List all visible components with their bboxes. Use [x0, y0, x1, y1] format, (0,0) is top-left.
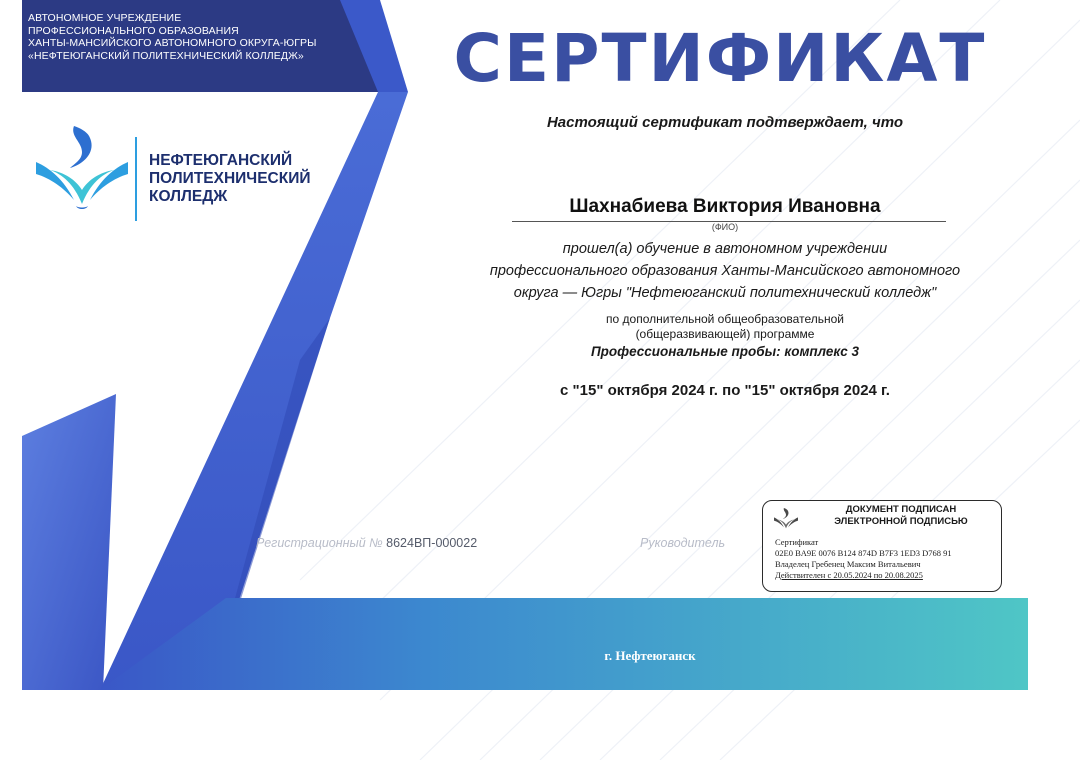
training-statement	[430, 238, 1020, 304]
statement-line: округа — Югры "Нефтеюганский политехнический колледж"	[513, 285, 937, 301]
stamp-validity: Действителен с 20.05.2024 по 20.08.2025	[775, 570, 923, 580]
stamp-owner: Владелец Гребенец Максим Витальевич	[775, 559, 921, 569]
program-intro-line: (общеразвивающей) программе	[635, 327, 815, 341]
stamp-title	[803, 504, 999, 528]
registration-label: Регистрационный №	[256, 536, 383, 550]
stamp-certificate-serial: 02E0 BA9E 0076 B124 874D B7F3 1ED3 D768 91	[775, 548, 952, 558]
institution-header	[28, 12, 368, 62]
certificate-title: СЕРТИФИКАТ	[453, 20, 987, 97]
intro-text: Настоящий сертификат подтверждает, что	[546, 114, 904, 131]
date-range: с "15" октября 2024 г. по "15" октября 2024 г.	[560, 382, 890, 399]
program-name: Профессиональные пробы: комплекс 3	[590, 344, 860, 359]
statement-line: профессионального образования Ханты-Мансийского автономного	[489, 263, 961, 279]
statement-line: прошел(а) обучение в автономном учреждении	[562, 241, 888, 257]
registration-number	[256, 536, 477, 550]
stamp-certificate-label: Сертификат	[775, 537, 819, 547]
recipient-name: Шахнабиева Виктория Ивановна	[569, 196, 881, 217]
program-intro-line: по дополнительной общеобразовательной	[606, 312, 844, 326]
logo-divider	[135, 137, 137, 221]
institution-line: ПРОФЕССИОНАЛЬНОГО ОБРАЗОВАНИЯ	[28, 24, 239, 37]
stamp-title-line: ЭЛЕКТРОННОЙ ПОДПИСЬЮ	[834, 516, 968, 527]
city-label: г. Нефтеюганск	[604, 648, 696, 663]
bottom-band	[100, 598, 1028, 690]
logo-line: НЕФТЕЮГАНСКИЙ	[149, 152, 293, 169]
program-intro	[430, 312, 1020, 342]
name-caption: (ФИО)	[711, 222, 739, 232]
logo-line: ПОЛИТЕХНИЧЕСКИЙ	[149, 170, 311, 187]
stamp-title-line: ДОКУМЕНТ ПОДПИСАН	[845, 504, 957, 515]
logo-line: КОЛЛЕДЖ	[149, 188, 228, 205]
registration-value: 8624ВП-000022	[386, 536, 478, 550]
stamp-logo-icon	[773, 507, 799, 531]
director-label: Руководитель	[640, 536, 726, 550]
institution-line: ХАНТЫ-МАНСИЙСКОГО АВТОНОМНОГО ОКРУГА-ЮГРЫ	[28, 37, 317, 50]
left-wedge	[22, 394, 116, 690]
stamp-details	[775, 537, 999, 581]
institution-line: АВТОНОМНОЕ УЧРЕЖДЕНИЕ	[28, 12, 182, 24]
college-logo-icon	[34, 122, 130, 214]
institution-line: «НЕФТЕЮГАНСКИЙ ПОЛИТЕХНИЧЕСКИЙ КОЛЛЕДЖ»	[28, 49, 304, 62]
e-signature-stamp	[762, 500, 1002, 592]
college-logo-text	[149, 152, 310, 206]
